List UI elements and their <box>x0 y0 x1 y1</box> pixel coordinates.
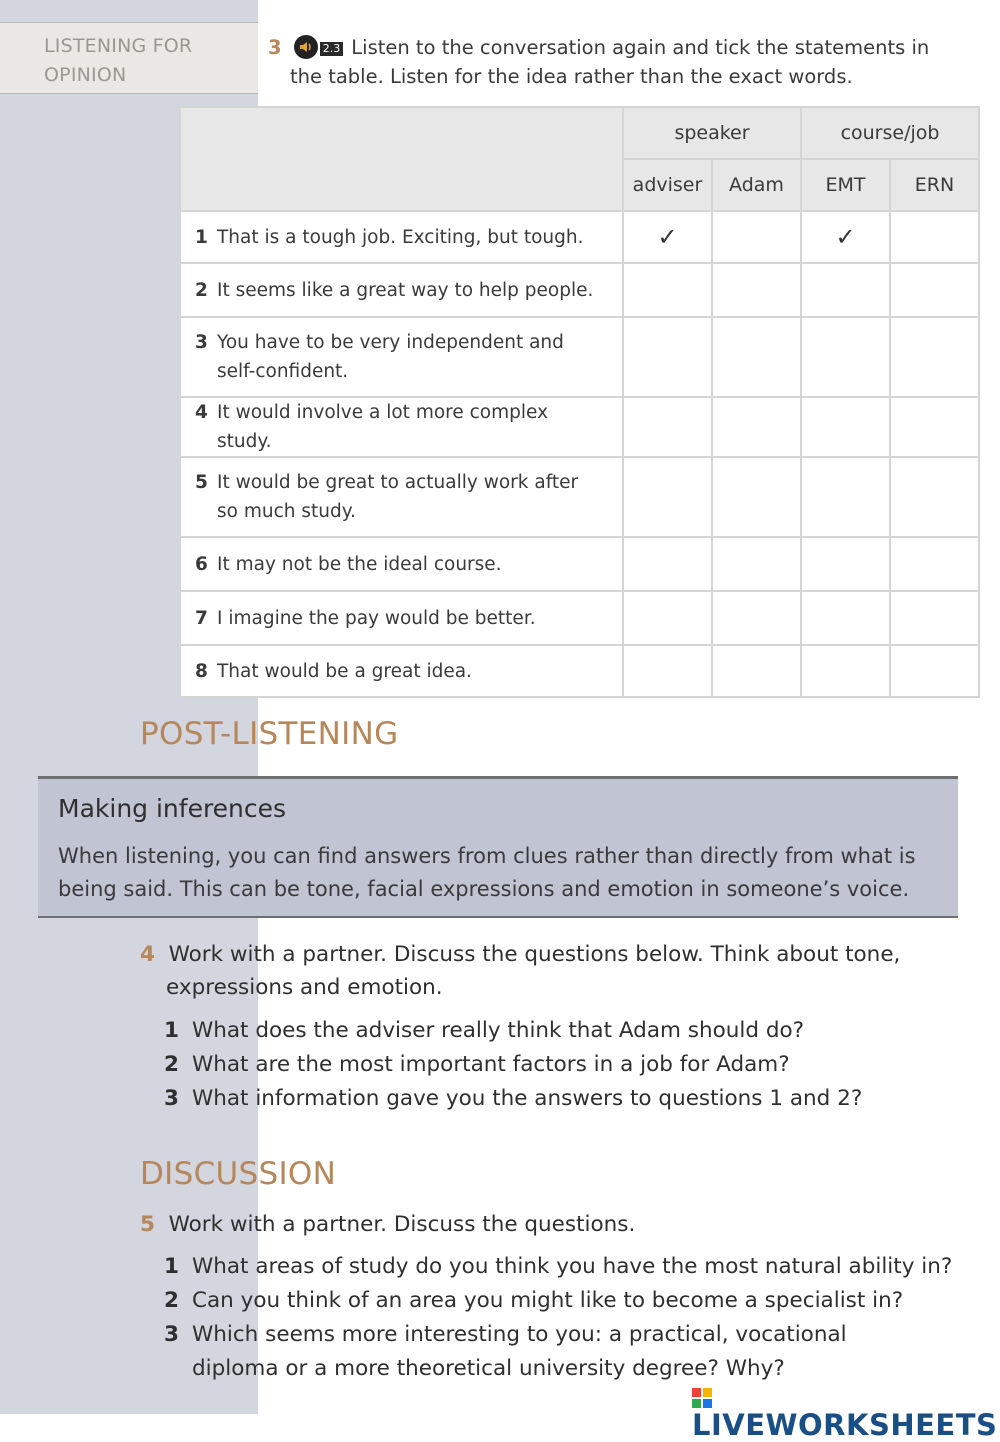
tick-cell[interactable] <box>623 591 712 645</box>
tick-cell[interactable] <box>801 645 890 697</box>
header-emt: EMT <box>801 159 890 211</box>
list-item: 3 What information gave you the answers to questions 1 and 2? <box>164 1086 863 1111</box>
tick-cell[interactable] <box>623 317 712 397</box>
table-row: 5 It would be great to actually work after so much study. <box>180 457 979 537</box>
header-speaker: speaker <box>623 107 801 159</box>
inferences-body: When listening, you can find answers from clues rather than directly from what is being said. This can be tone, facial expressions and emotion in someone’s voice. <box>58 844 916 901</box>
exercise-4-instruction: 4 Work with a partner. Discuss the questions below. Think about tone, expressions and emotion. <box>140 942 901 1000</box>
exercise-number: 3 <box>268 36 282 59</box>
tick-cell[interactable] <box>890 457 979 537</box>
header-ern: ERN <box>890 159 979 211</box>
tick-cell[interactable] <box>712 397 801 457</box>
tick-cell[interactable] <box>623 397 712 457</box>
logo-square <box>703 1388 712 1397</box>
tick-cell[interactable] <box>890 211 979 263</box>
list-item: 3 Which seems more interesting to you: a practical, vocational diploma or a more theoretical university degree? Why? <box>164 1322 847 1381</box>
tick-cell[interactable] <box>801 317 890 397</box>
statement-text: It would be great to actually work after so much study. <box>217 472 579 522</box>
tick-cell[interactable] <box>890 397 979 457</box>
statement-text: That would be a great idea. <box>217 660 472 682</box>
table-corner <box>180 107 623 211</box>
tick-cell[interactable] <box>623 537 712 591</box>
exercise-3-instruction: 3 2.3 Listen to the conversation again and tick the statements in the table. Listen for the idea rather than the exact words. <box>268 36 930 88</box>
logo-square <box>692 1388 701 1397</box>
liveworksheets-watermark: LIVEWORKSHEETS <box>692 1372 1000 1442</box>
exercise-number: 5 <box>140 1212 155 1237</box>
exercise-number: 4 <box>140 942 155 967</box>
tick-cell[interactable] <box>801 457 890 537</box>
header-course-job: course/job <box>801 107 979 159</box>
statement-text: I imagine the pay would be better. <box>217 607 536 629</box>
tick-cell[interactable] <box>712 645 801 697</box>
logo-square <box>692 1399 701 1408</box>
audio-speaker-icon[interactable] <box>294 35 318 59</box>
tick-cell[interactable] <box>712 211 801 263</box>
logo-square <box>703 1399 712 1408</box>
list-item: 1 What does the adviser really think that Adam should do? <box>164 1018 805 1043</box>
table-row: 3 You have to be very independent and self-confident. <box>180 317 979 397</box>
tick-cell[interactable] <box>890 645 979 697</box>
inferences-title: Making inferences <box>58 794 287 823</box>
tick-cell[interactable] <box>623 645 712 697</box>
tick-cell[interactable] <box>712 591 801 645</box>
statement-text: You have to be very independent and self-confident. <box>217 332 564 382</box>
tick-cell[interactable]: ✓ <box>801 211 890 263</box>
tick-cell[interactable] <box>801 397 890 457</box>
tick-cell[interactable] <box>890 591 979 645</box>
tick-cell[interactable] <box>712 317 801 397</box>
post-listening-heading: POST-LISTENING <box>140 716 399 752</box>
tick-cell[interactable]: ✓ <box>623 211 712 263</box>
exercise-4-questions <box>164 1014 964 1116</box>
tick-cell[interactable] <box>623 263 712 317</box>
list-item: 1 What areas of study do you think you have the most natural ability in? <box>164 1254 953 1279</box>
statement-text: That is a tough job. Exciting, but tough. <box>217 226 584 248</box>
section-tag-label: LISTENING FOR OPINION <box>44 35 193 86</box>
tick-cell[interactable] <box>801 591 890 645</box>
table-row: 7 I imagine the pay would be better. <box>180 591 979 645</box>
table-row: 2 It seems like a great way to help people. <box>180 263 979 317</box>
table-row: 6 It may not be the ideal course. <box>180 537 979 591</box>
exercise-5-questions <box>164 1250 954 1386</box>
tick-cell[interactable] <box>801 537 890 591</box>
statement-text: It would involve a lot more complex study. <box>217 402 549 452</box>
exercise-5-instruction: 5 Work with a partner. Discuss the questions. <box>140 1212 636 1237</box>
tick-cell[interactable] <box>801 263 890 317</box>
tick-cell[interactable] <box>712 263 801 317</box>
list-item: 2 What are the most important factors in a job for Adam? <box>164 1052 790 1077</box>
table-row: 1 That is a tough job. Exciting, but tough. ✓ ✓ <box>180 211 979 263</box>
discussion-heading: DISCUSSION <box>140 1156 337 1192</box>
table-row: 4 It would involve a lot more complex study. <box>180 397 979 457</box>
tick-cell[interactable] <box>890 317 979 397</box>
liveworksheets-logo-icon <box>692 1388 712 1408</box>
tick-cell[interactable] <box>623 457 712 537</box>
tick-cell[interactable] <box>890 263 979 317</box>
list-item: 2 Can you think of an area you might like to become a specialist in? <box>164 1288 904 1313</box>
tick-cell[interactable] <box>712 457 801 537</box>
header-adam: Adam <box>712 159 801 211</box>
statement-text: It seems like a great way to help people. <box>217 279 594 301</box>
header-adviser: adviser <box>623 159 712 211</box>
tick-cell[interactable] <box>712 537 801 591</box>
tick-cell[interactable] <box>890 537 979 591</box>
audio-track-number: 2.3 <box>320 42 344 56</box>
table-row: 8 That would be a great idea. <box>180 645 979 697</box>
statements-table <box>179 106 980 698</box>
statement-text: It may not be the ideal course. <box>217 553 502 575</box>
